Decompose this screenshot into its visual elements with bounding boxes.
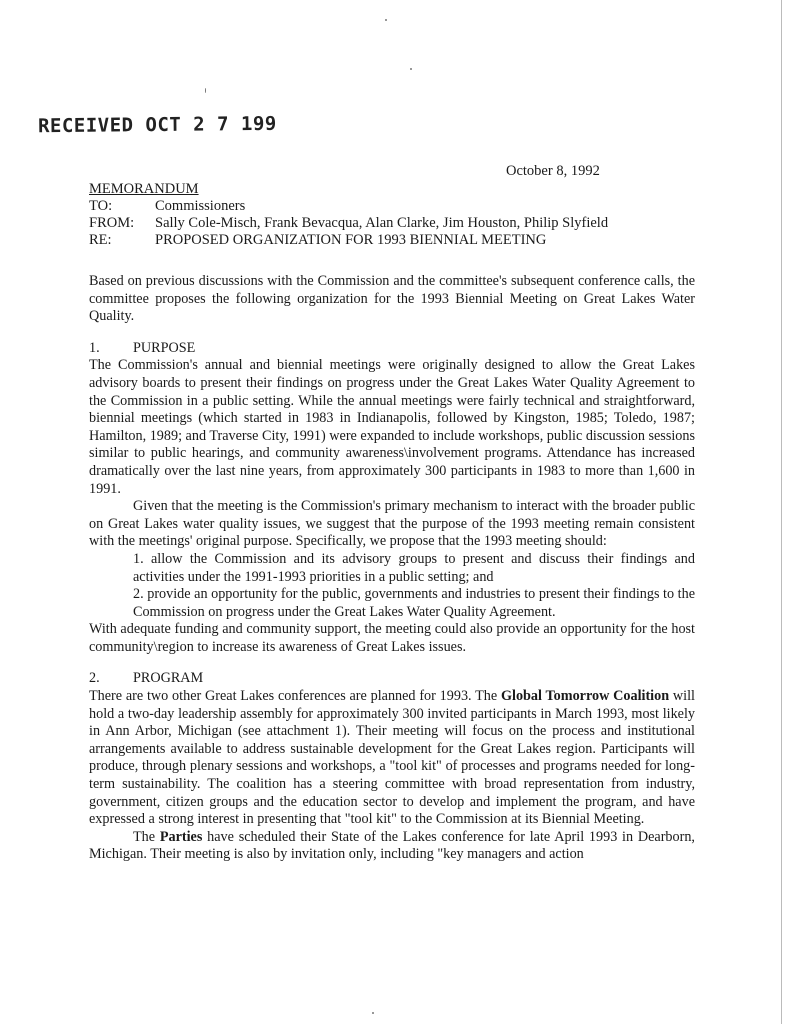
section-2-p2-text-a: The (133, 828, 160, 845)
received-stamp: RECEIVED OCT 2 7 199 (37, 112, 277, 138)
from-value: Sally Cole-Misch, Frank Bevacqua, Alan Clarke, Jim Houston, Philip Slyfield (155, 215, 609, 231)
from-label: FROM: (89, 215, 135, 231)
memo-header (89, 181, 608, 249)
section-2-heading (89, 670, 695, 688)
re-label: RE: (89, 232, 112, 248)
section-1-paragraph-2: Given that the meeting is the Commission's primary mechanism to interact with the broader public on Great Lakes water quality issues, we suggest that the purpose of the 1993 meeting remain consistent with the meetings' original purpose. Specifically, we propose that the 1993 meeting should: (89, 498, 695, 550)
scan-speck (205, 88, 206, 93)
memo-body (89, 273, 695, 864)
scan-speck (385, 19, 387, 21)
section-2-title: PROGRAM (133, 670, 204, 687)
section-1-paragraph-3: With adequate funding and community support, the meeting could also provide an opportunity for the host community\region to increase its awareness of Great Lakes issues. (89, 621, 695, 655)
to-label: TO: (89, 198, 113, 214)
section-1-number: 1. (89, 339, 100, 356)
scan-edge-line (781, 0, 782, 1024)
section-1-heading (89, 340, 695, 358)
section-2-paragraph-2 (89, 829, 695, 864)
scan-speck (372, 1012, 374, 1014)
section-1-list-item-1: 1. allow the Commission and its advisory groups to present and discuss their findings and activities under the 1991-1993 priorities in a public setting; and (133, 550, 695, 585)
section-1-paragraph-1: The Commission's annual and biennial meetings were originally designed to allow the Great Lakes advisory boards to present their findings on progress under the Great Lakes Water Quality Agreement to the Commission in a public setting. While the annual meetings were fairly technical and straightforward, biennial meetings (which started in 1983 in Indianapolis, followed by Kingston, 1985; Toledo, 1987; Hamilton, 1989; and Traverse City, 1991) were expanded to include workshops, public discussion sessions similar to public hearings, and community awareness\involvement programs. Attendance has increased dramatically over the last nine years, from approximately 300 participants in 1983 to more than 1,600 in 1991. (89, 357, 695, 497)
section-2-paragraph-1 (89, 688, 695, 829)
memo-from-row (89, 215, 608, 232)
re-value: PROPOSED ORGANIZATION FOR 1993 BIENNIAL MEETING (155, 232, 547, 248)
scan-speck (410, 68, 412, 70)
section-2-p1-text-a: There are two other Great Lakes conferences are planned for 1993. The (89, 688, 501, 705)
to-value: Commissioners (155, 198, 246, 214)
section-2-p2-text-b: have scheduled their State of the Lakes conference for late April 1993 in Dearborn, Michigan. Their meeting is also by invitation only, including "key managers and action (89, 828, 695, 863)
memo-to-row (89, 198, 608, 215)
global-tomorrow-coalition-bold: Global Tomorrow Coalition (500, 688, 670, 705)
memo-title: MEMORANDUM (89, 181, 199, 197)
section-2-number: 2. (89, 670, 100, 687)
memo-re-row (89, 232, 608, 249)
section-1-title: PURPOSE (133, 339, 196, 356)
section-1-list-item-2: 2. provide an opportunity for the public, governments and industries to present their findings to the Commission on progress under the Great Lakes Water Quality Agreement. (133, 586, 695, 620)
memo-date: October 8, 1992 (506, 163, 600, 179)
section-2-p1-text-b: will hold a two-day leadership assembly for approximately 300 invited participants in March 1993, most likely in Ann Arbor, Michigan (see attachment 1). Their meeting will focus on the process and institutional arrangements available to address sustainable development for the Great Lakes region. Participants will produce, through plenary sessions and workshops, a "tool kit" of processes and programs needed for long-term sustainability. The coalition has a steering committee with broad representation from industry, government, citizen groups and the education sector to develop and implement the program, and have expressed a strong interest in presenting that "tool kit" to the Commission at its Biennial Meeting. (89, 688, 695, 828)
intro-paragraph: Based on previous discussions with the Commission and the committee's subsequent conference calls, the committee proposes the following organization for the 1993 Biennial Meeting on Great Lakes Water Quality. (89, 273, 695, 325)
parties-bold: Parties (159, 828, 203, 845)
